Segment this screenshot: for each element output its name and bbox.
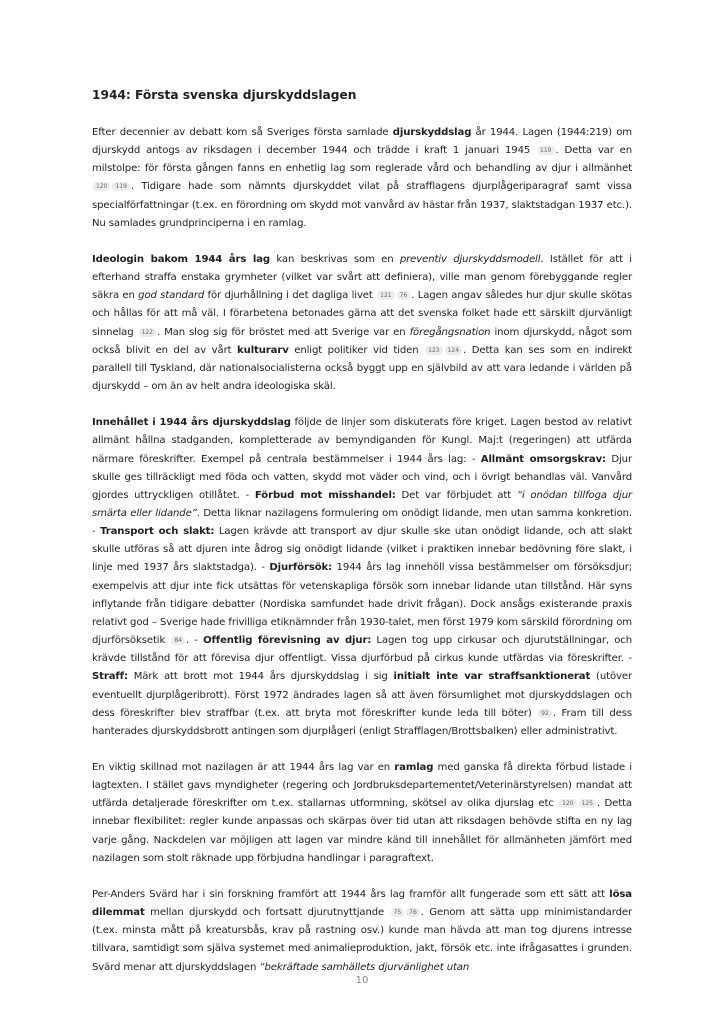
text-run: Det var förbjudet att [395, 489, 517, 501]
text-run: för djurhållning i det dagliga livet [204, 290, 377, 302]
paragraph [92, 414, 632, 741]
text-run: inom djurskydd, något som också blivit en del av vårt [92, 326, 633, 356]
text-run: . Genom att sätta upp minimistandarder (t.ex. minsta mått på kreatursbås, krav på rastning osv.) kunde man hävda att man tog djurens intresse tillvara, samtidigt som själva systemet med animalieproduktion, jakt, försök etc. inte ifrågasattes i grunden. Svärd menar att djurskyddslagen [92, 907, 633, 973]
bold-text: Djurförsök: [269, 562, 333, 574]
text-run: (utöver eventuellt djurplågeribrott). Först 1972 ändrades lagen så att även försumlighet mot djurskyddslagen och dess föreskrifter blev straffbar (t.ex. att bryta mot föreskrifter kunde leda till böter) [92, 671, 632, 719]
text-run: kan beskrivas som en [270, 253, 400, 265]
text-run: . Detta liknar nazilagens formulering om onödigt lidande, men utan samma konkretion. - [92, 507, 633, 538]
bold-text: Ideologin bakom 1944 års lag [92, 253, 271, 265]
citation-badge[interactable]: 119 [112, 182, 129, 191]
bold-text: Straff: [92, 671, 128, 683]
citation-badge[interactable]: 76 [397, 291, 411, 300]
text-run: Lagen tog upp cirkusar och djurutställningar, och krävde tillstånd för att förevisa djur offentligt. Vissa djurförbud på cirkus kunde utfärdas via föreskrifter. - [92, 635, 632, 665]
text-run: mellan djurskydd och fortsatt djurutnyttjande [144, 907, 390, 919]
text-run: . Detta innebar flexibilitet: regler kunde anpassas och skärpas över tid utan att riksdagen behövde stifta en ny lag varje gång. Nackdelen var möjligen att lagen var mindre känd till innehållet för allmänheten jämfört med nazilagen som stolt räknade upp förbjudna handlingar i paragraftext. [92, 798, 632, 864]
text-run: En viktig skillnad mot nazilagen är att 1944 års lag var en [92, 762, 395, 773]
citation-badge[interactable]: 84 [171, 636, 185, 645]
citation-badge[interactable]: 120 [93, 182, 110, 191]
italic-text: god standard [138, 290, 205, 302]
bold-text: kulturarv [237, 344, 289, 356]
text-run: . - [186, 635, 204, 647]
bold-text: ramlag [394, 762, 434, 773]
document-page [92, 88, 632, 995]
bold-text: lösa dilemmat [92, 888, 632, 919]
text-run: . Fram till dess hanterades djurskyddsbrott antingen som djurplågeri (enligt Strafflagen/Brottsbalken) eller administrativt. [92, 707, 632, 737]
text-run: . Istället för att i efterhand straffa enstaka grymheter (vilket var svårt att definiera), ville man genom förebyggande regler säkra en [92, 253, 632, 302]
text-run: Per-Anders Svärd har i sin forskning framfört att 1944 års lag framför allt fungerade som ett sätt att [92, 888, 610, 900]
text-run: . Lagen angav således hur djur skulle skötas och hållas för att må väl. I förarbetena betonades gärna att det svenska folket hade ett särskilt djurvänligt sinnelag [92, 290, 633, 338]
text-run: Lagen krävde att transport av djur skulle ske utan onödigt lidande, och att slakt skulle utföras så att djuren inte ådrog sig onödigt lidande (vilket i praktiken innebar bedövning före slakt, i linje med 1937 års slaktstadga). - [92, 526, 632, 574]
bold-text: Allmänt omsorgskrav: [480, 453, 606, 465]
bold-text: Förbud mot misshandel: [254, 489, 396, 501]
paragraph [92, 759, 632, 868]
citation-badge[interactable]: 121 [377, 291, 394, 300]
text-run: . Detta var en milstolpe: för första gången fanns en enhetlig lag som reglerade vård och behandling av djur i allmänhet [92, 145, 633, 175]
bold-text: initialt inte var straffsanktionerat [393, 671, 591, 683]
citation-badge[interactable]: 120 [559, 799, 576, 808]
citation-badge[interactable]: 125 [579, 799, 596, 808]
text-run: . Man slog sig för bröstet med att Sverige var en [156, 326, 410, 338]
section-heading: 1944: Första svenska djurskyddslagen [92, 88, 357, 102]
citation-badge[interactable]: 122 [139, 328, 156, 337]
text-run: enligt politiker vid tiden [288, 344, 425, 356]
citation-badge[interactable]: 124 [445, 346, 462, 355]
text-run: med ganska få direkta förbud listade i lagtexten. I stället gavs myndigheter (regering och Jordbruksdepartementet/Veterinärstyrelsen) mandat att utfärda detaljerade föreskrifter om t.ex. stallarnas utformning, skötsel av olika djurslag etc [92, 762, 632, 810]
text-run: år 1944. Lagen (1944:219) om djurskydd antogs av riksdagen i december 1944 och trädde i kraft 1 januari 1945 [92, 127, 632, 157]
italic-text: preventiv djurskyddsmodell [399, 253, 541, 265]
bold-text: Innehållet i 1944 års djurskyddslag [92, 417, 291, 429]
citation-badge[interactable]: 75 [391, 908, 405, 917]
bold-text: Offentlig förevisning av djur: [203, 635, 372, 647]
citation-badge[interactable]: 92 [538, 709, 552, 718]
italic-text: “bekräftade samhällets djurvänlighet utan [259, 961, 470, 973]
text-run: Märk att brott mot 1944 års djurskyddslag i sig [127, 671, 394, 683]
italic-text: “i onödan tillfoga djur smärta eller lidande” [92, 489, 633, 519]
page-number: 10 [355, 975, 369, 986]
citation-badge[interactable]: 76 [406, 908, 420, 917]
text-run: Djur skulle ges tillräckligt med föda och vatten, skydd mot väder och vind, och i övrigt behandlas väl. Vanvård gjordes uttryckligen otillåtet. - [92, 453, 632, 501]
document-body [92, 124, 632, 977]
text-run: följde de linjer som diskuterats före kriget. Lagen bestod av relativt allmänt hållna stadganden, kompletterade av bemyndiganden för Kungl. Maj:t (regeringen) att utfärda närmare föreskrifter. Exempel på centrala bestämmelser i 1944 års lag: - [92, 417, 632, 465]
paragraph [92, 886, 632, 977]
citation-badge[interactable]: 123 [425, 346, 442, 355]
text-run: 1944 års lag innehöll vissa bestämmelser om försöksdjur; exempelvis att djur inte fick utsättas för vetenskapliga försök som innebar lidande utan tillstånd. Här syns inflytande från tidigare debatter (Nordiska samfundet hade drivit frågan). Dock ansågs existerande praxis relativt god – Sverige hade frivilliga etiknämnder från 1930-talet, men först 1979 kom särskild förordning om djurförsöksetik [92, 562, 632, 647]
bold-text: djurskyddslag [392, 127, 472, 138]
text-run: . Tidigare hade som nämnts djurskyddet vilat på strafflagens djurplågeriparagraf samt vissa specialförfattningar (t.ex. en förordning om skydd mot vanvård av hästar från 1937, slaktstadgan 1937 etc.). Nu samlades grundprinciperna i en ramlag. [92, 181, 632, 229]
paragraph [92, 124, 632, 233]
citation-badge[interactable]: 119 [537, 146, 554, 155]
italic-text: föregångsnation [409, 326, 491, 338]
text-run: . Detta kan ses som en indirekt parallell till Tyskland, där nationalsocialisterna också byggt upp en självbild av att vara ledande i världen på djurskydd – om än av helt andra ideologiska skäl. [92, 344, 632, 393]
text-run: Efter decennier av debatt kom så Sveriges första samlade [92, 127, 393, 138]
paragraph [92, 251, 632, 396]
bold-text: Transport och slakt: [100, 526, 215, 538]
